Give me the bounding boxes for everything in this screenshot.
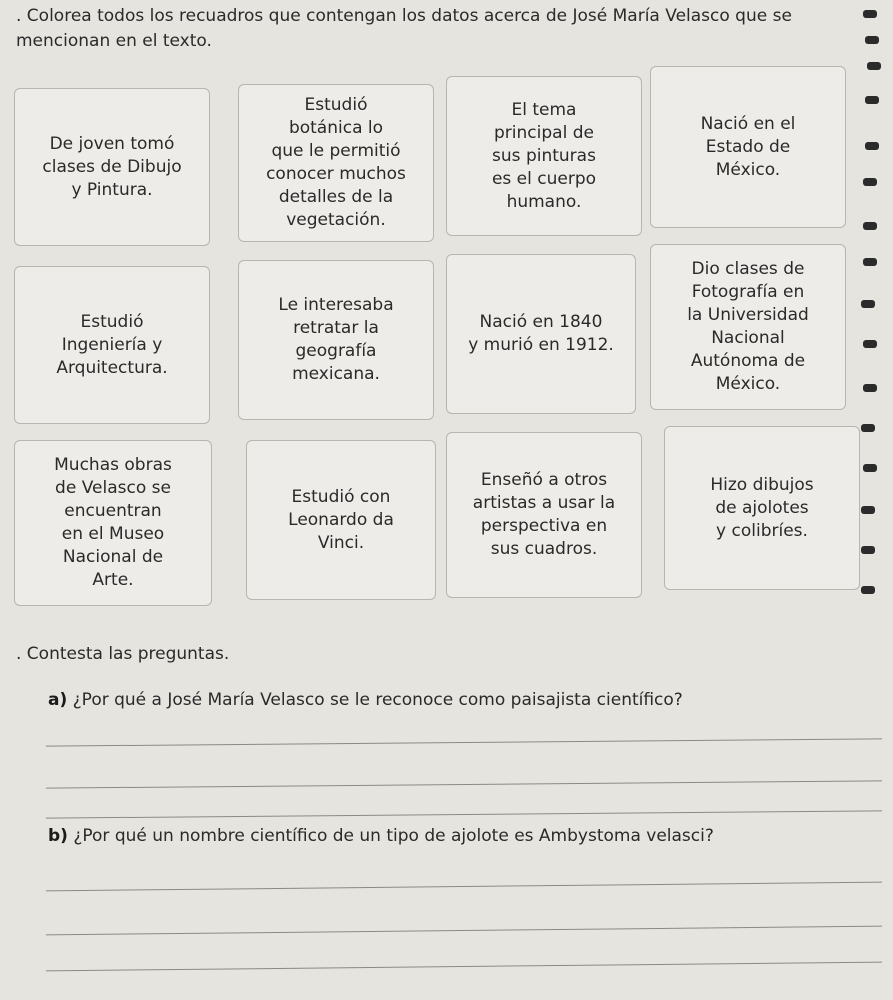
fact-box[interactable]: Muchas obras de Velasco se encuentran en el Museo Nacional de Arte.	[14, 440, 212, 606]
fact-box[interactable]: De joven tomó clases de Dibujo y Pintura.	[14, 88, 210, 246]
answer-line[interactable]	[46, 780, 882, 788]
fact-box[interactable]: Hizo dibujos de ajolotes y colibríes.	[664, 426, 860, 590]
fact-box[interactable]: Enseñó a otros artistas a usar la perspectiva en sus cuadros.	[446, 432, 642, 598]
fact-box[interactable]: Nació en el Estado de México.	[650, 66, 846, 228]
question-b: b) ¿Por qué un nombre científico de un tipo de ajolote es Ambystoma velasci?	[48, 826, 714, 846]
notebook-spiral	[849, 0, 889, 640]
answer-line[interactable]	[46, 926, 882, 936]
fact-box[interactable]: Nació en 1840 y murió en 1912.	[446, 254, 636, 414]
answer-line[interactable]	[46, 738, 882, 746]
instruction-answer: . Contesta las preguntas.	[16, 644, 230, 664]
fact-box[interactable]: Estudió Ingeniería y Arquitectura.	[14, 266, 210, 424]
answer-line[interactable]	[46, 882, 882, 892]
fact-box[interactable]: Le interesaba retratar la geografía mexicana.	[238, 260, 434, 420]
answer-line[interactable]	[46, 962, 882, 972]
fact-box[interactable]: Estudió con Leonardo da Vinci.	[246, 440, 436, 600]
fact-box[interactable]: El tema principal de sus pinturas es el cuerpo humano.	[446, 76, 642, 236]
fact-box[interactable]: Dio clases de Fotografía en la Universidad Nacional Autónoma de México.	[650, 244, 846, 410]
instruction-color-boxes: . Colorea todos los recuadros que contengan los datos acerca de José María Velasco que se mencionan en el texto.	[16, 6, 792, 51]
question-a: a) ¿Por qué a José María Velasco se le reconoce como paisajista científico?	[48, 690, 683, 710]
fact-box[interactable]: Estudió botánica lo que le permitió conocer muchos detalles de la vegetación.	[238, 84, 434, 242]
answer-line[interactable]	[46, 810, 882, 818]
